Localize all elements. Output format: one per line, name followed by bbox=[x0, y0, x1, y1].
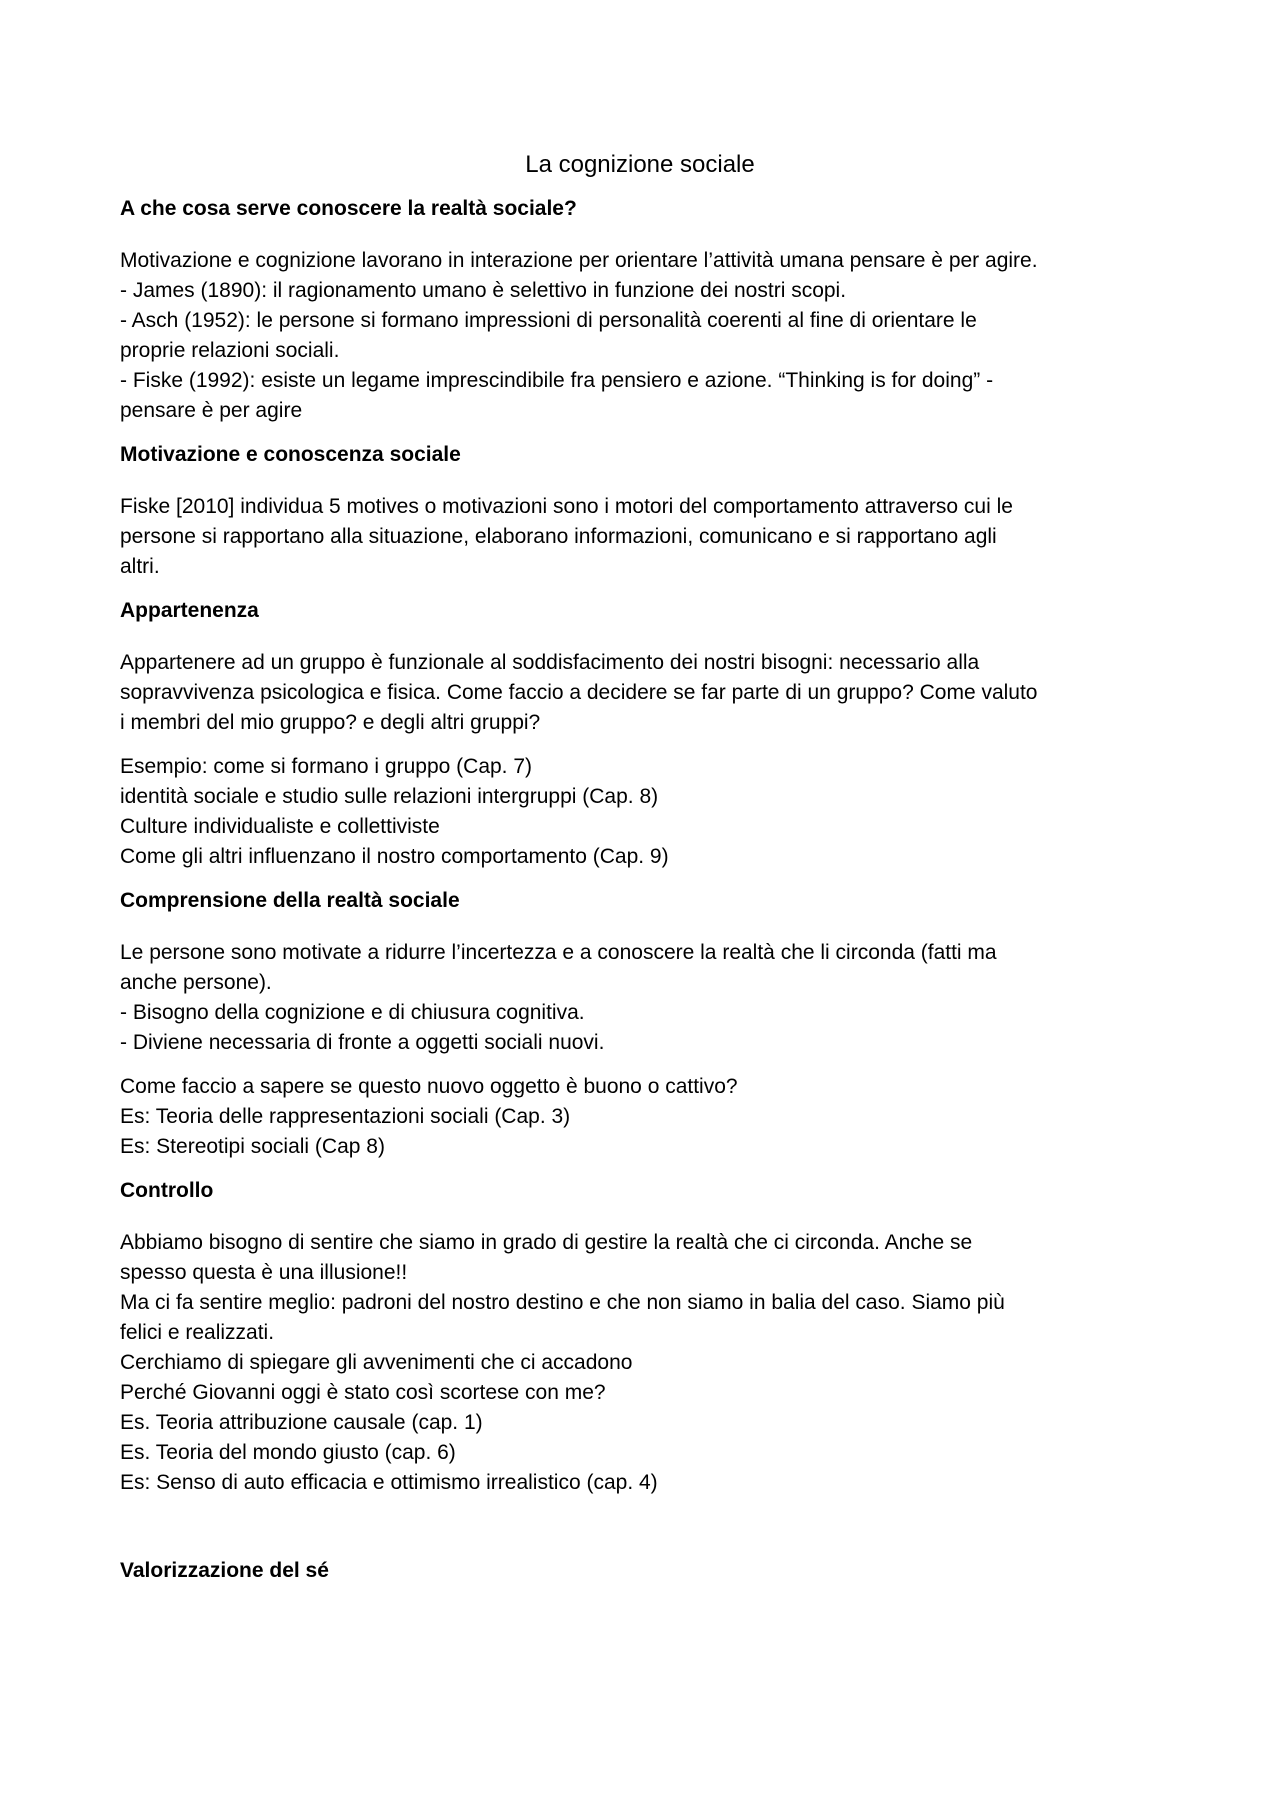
paragraph-understanding-examples bbox=[120, 1072, 1160, 1162]
text-line: persone si rapportano alla situazione, elaborano informazioni, comunicano e si rapportano agli bbox=[120, 525, 997, 548]
paragraph-fiske-motives bbox=[120, 492, 1160, 582]
section-heading-motivation: Motivazione e conoscenza sociale bbox=[120, 443, 461, 466]
paragraph-control bbox=[120, 1228, 1160, 1498]
text-line: - Asch (1952): le persone si formano impressioni di personalità coerenti al fine di orientare le bbox=[120, 309, 977, 332]
section-heading-self-enhancement: Valorizzazione del sé bbox=[120, 1559, 329, 1582]
text-line: Es. Teoria del mondo giusto (cap. 6) bbox=[120, 1441, 456, 1464]
text-line: pensare è per agire bbox=[120, 399, 303, 422]
section-heading-belonging: Appartenenza bbox=[120, 599, 259, 622]
text-line: spesso questa è una illusione!! bbox=[120, 1261, 408, 1284]
text-line: - Fiske (1992): esiste un legame imprescindibile fra pensiero e azione. “Thinking is for doing” - bbox=[120, 369, 994, 392]
text-line: Come gli altri influenzano il nostro comportamento (Cap. 9) bbox=[120, 845, 669, 868]
section-heading-understanding: Comprensione della realtà sociale bbox=[120, 889, 460, 912]
text-line: - James (1890): il ragionamento umano è selettivo in funzione dei nostri scopi. bbox=[120, 279, 847, 302]
document-title: La cognizione sociale bbox=[525, 151, 755, 178]
section-heading-purpose: A che cosa serve conoscere la realtà sociale? bbox=[120, 197, 577, 220]
text-line: Ma ci fa sentire meglio: padroni del nostro destino e che non siamo in balia del caso. Siamo più bbox=[120, 1291, 1005, 1314]
text-line: Le persone sono motivate a ridurre l’incertezza e a conoscere la realtà che li circonda (fatti ma bbox=[120, 941, 997, 964]
text-line: Es: Teoria delle rappresentazioni sociali (Cap. 3) bbox=[120, 1105, 571, 1128]
text-line: Es: Stereotipi sociali (Cap 8) bbox=[120, 1135, 385, 1158]
text-line: Esempio: come si formano i gruppo (Cap. 7) bbox=[120, 755, 533, 778]
text-line: Es: Senso di auto efficacia e ottimismo irrealistico (cap. 4) bbox=[120, 1471, 658, 1494]
text-line: i membri del mio gruppo? e degli altri gruppi? bbox=[120, 711, 541, 734]
text-line: Fiske [2010] individua 5 motives o motivazioni sono i motori del comportamento attraverso cui le bbox=[120, 495, 1013, 518]
text-line: Appartenere ad un gruppo è funzionale al soddisfacimento dei nostri bisogni: necessario alla bbox=[120, 651, 980, 674]
text-line: identità sociale e studio sulle relazioni intergruppi (Cap. 8) bbox=[120, 785, 659, 808]
text-line: Abbiamo bisogno di sentire che siamo in grado di gestire la realtà che ci circonda. Anche se bbox=[120, 1231, 973, 1254]
text-line: - Diviene necessaria di fronte a oggetti sociali nuovi. bbox=[120, 1031, 605, 1054]
text-line: proprie relazioni sociali. bbox=[120, 339, 340, 362]
text-line: Motivazione e cognizione lavorano in interazione per orientare l’attività umana pensare è per agire. bbox=[120, 249, 1038, 272]
text-line: - Bisogno della cognizione e di chiusura cognitiva. bbox=[120, 1001, 585, 1024]
paragraph-belonging-examples bbox=[120, 752, 1160, 872]
text-line: Come faccio a sapere se questo nuovo oggetto è buono o cattivo? bbox=[120, 1075, 738, 1098]
text-line: Cerchiamo di spiegare gli avvenimenti che ci accadono bbox=[120, 1351, 633, 1374]
section-heading-control: Controllo bbox=[120, 1179, 214, 1202]
paragraph-motivation-cognition bbox=[120, 246, 1160, 426]
text-line: Es. Teoria attribuzione causale (cap. 1) bbox=[120, 1411, 483, 1434]
text-line: Culture individualiste e collettiviste bbox=[120, 815, 440, 838]
text-line: anche persone). bbox=[120, 971, 272, 994]
text-line: altri. bbox=[120, 555, 160, 578]
text-line: Perché Giovanni oggi è stato così scortese con me? bbox=[120, 1381, 606, 1404]
text-line: felici e realizzati. bbox=[120, 1321, 275, 1344]
text-line: sopravvivenza psicologica e fisica. Come faccio a decidere se far parte di un gruppo? Come valuto bbox=[120, 681, 1038, 704]
paragraph-belonging bbox=[120, 648, 1160, 738]
paragraph-understanding bbox=[120, 938, 1160, 1058]
blank-space bbox=[120, 1512, 1160, 1556]
